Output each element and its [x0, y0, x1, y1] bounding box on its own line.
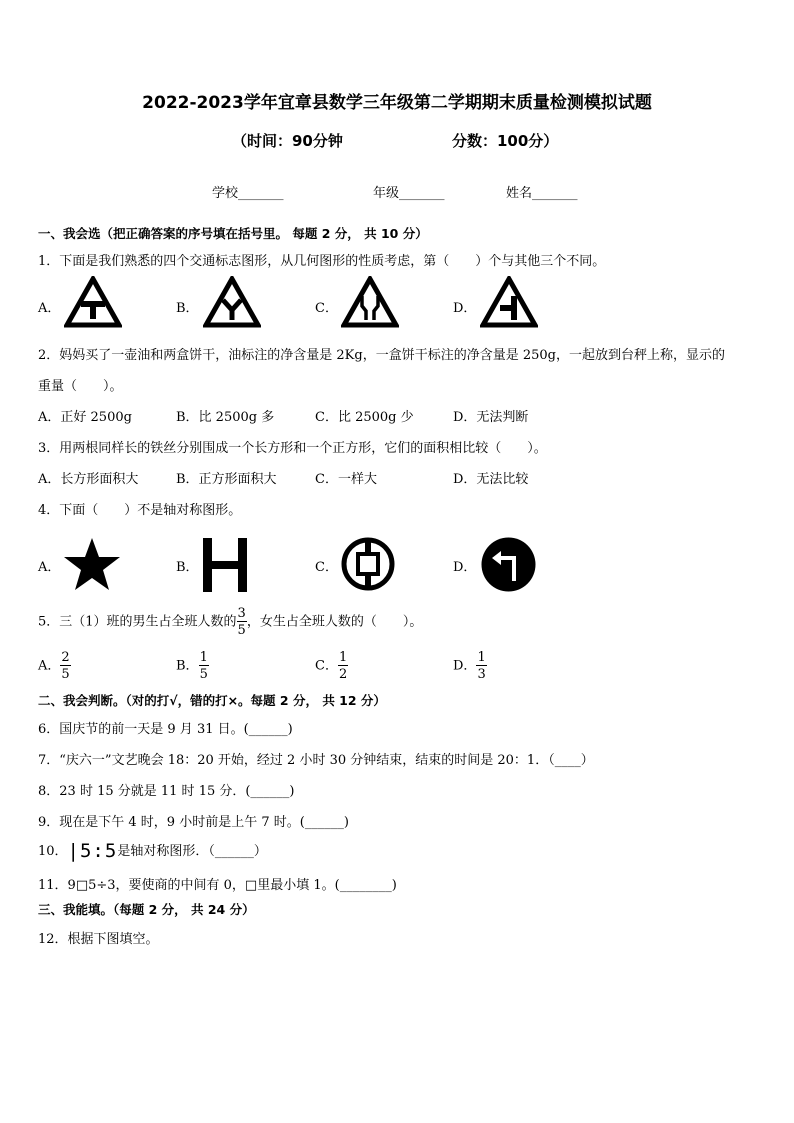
q5-fraction-num: 3	[237, 606, 246, 621]
exam-score: 分数：100分）	[452, 132, 559, 150]
section2-heading: 二、我会判断。（对的打√，错的打×。每题 2 分， 共 12 分）	[38, 693, 386, 708]
q4-option-b-label: B．	[176, 560, 199, 575]
t-junction-sign-icon	[64, 276, 122, 328]
q5-fraction-den: 5	[237, 623, 246, 638]
road-narrows-sign-icon	[341, 276, 399, 328]
bank-logo-icon	[340, 536, 396, 592]
q5-text-after: ，女生占全班人数的（ ）。	[246, 614, 423, 630]
q4-option-c-label: C．	[315, 560, 338, 575]
q10-prefix: 10．	[38, 844, 68, 859]
q5-option-c-den: 2	[338, 667, 348, 682]
question-10	[38, 840, 267, 862]
section1-heading: 一、我会选（把正确答案的序号填在括号里。 每题 2 分， 共 10 分）	[38, 226, 428, 241]
q2-option-c[interactable]: C．比 2500g 少	[315, 410, 414, 425]
q5-option-b-fraction	[199, 651, 209, 681]
q5-option-b[interactable]	[176, 651, 209, 681]
name-blank[interactable]: _______	[532, 186, 578, 201]
side-road-sign-icon	[480, 276, 538, 328]
question-9: 9．现在是下午 4 时，9 小时前是上午 7 时。(______)	[38, 815, 349, 830]
name-label: 姓名	[506, 186, 533, 201]
q4-option-d-label: D．	[453, 560, 477, 575]
grade-blank[interactable]: _______	[399, 186, 445, 201]
q5-option-b-label: B．	[176, 658, 199, 674]
q4-option-a-label: A．	[38, 560, 61, 575]
q5-option-a-fraction	[60, 651, 70, 681]
question-2-line-1: 2．妈妈买了一壶油和两盒饼干，油标注的净含量是 2Kg，一盒饼干标注的净含量是 250g，一起放到台秤上称，显示的	[38, 348, 725, 363]
q5-option-b-num: 1	[199, 650, 208, 665]
q5-option-c[interactable]	[315, 651, 348, 681]
q5-option-d[interactable]	[453, 651, 487, 681]
question-1: 1．下面是我们熟悉的四个交通标志图形，从几何图形的性质考虑，第（ ）个与其他三个不同。	[38, 254, 606, 269]
q5-option-d-fraction	[476, 651, 486, 681]
name-field	[506, 182, 578, 201]
question-11: 11．9□5÷3，要使商的中间有 0，□里最小填 1。(________)	[38, 878, 397, 893]
q5-option-a-num: 2	[61, 650, 70, 665]
page-title: 2022-2023学年宜章县数学三年级第二学期期末质量检测模拟试题	[142, 93, 652, 113]
q5-fraction	[237, 607, 247, 637]
q2-option-d[interactable]: D．无法判断	[453, 410, 529, 425]
question-8: 8．23 时 15 分就是 11 时 15 分．(______)	[38, 784, 295, 799]
school-field	[212, 182, 284, 201]
q1-option-a-label: A．	[38, 301, 61, 316]
question-12: 12．根据下图填空。	[38, 932, 159, 947]
q10-suffix: 是轴对称图形．（______）	[117, 844, 267, 859]
school-blank[interactable]: _______	[238, 186, 284, 201]
question-6: 6．国庆节的前一天是 9 月 31 日。(______)	[38, 722, 293, 737]
turn-left-arrow-icon	[480, 536, 537, 593]
school-label: 学校	[212, 186, 239, 201]
q1-option-b-label: B．	[176, 301, 199, 316]
y-junction-sign-icon	[203, 276, 261, 328]
question-3: 3．用两根同样长的铁丝分别围成一个长方形和一个正方形，它们的面积相比较（ ）。	[38, 441, 547, 456]
q5-option-a-label: A．	[38, 658, 61, 674]
q5-option-c-num: 1	[338, 650, 348, 665]
q2-option-a[interactable]: A．正好 2500g	[38, 410, 132, 425]
q5-option-d-den: 3	[477, 667, 486, 682]
question-7: 7．“庆六一”文艺晚会 18：20 开始，经过 2 小时 30 分钟结束，结束的时间是 20：1．（____）	[38, 753, 594, 768]
question-2-line-2: 重量（ ）。	[38, 379, 123, 394]
q5-option-c-label: C．	[315, 658, 338, 674]
grade-field	[373, 182, 445, 201]
q5-option-a[interactable]	[38, 651, 71, 681]
q3-option-b[interactable]: B．正方形面积大	[176, 472, 277, 487]
q1-option-c-label: C．	[315, 301, 338, 316]
question-5	[38, 607, 422, 637]
section3-heading: 三、我能填。（每题 2 分， 共 24 分）	[38, 902, 255, 917]
q10-digital-display: |5:5	[67, 840, 118, 862]
star-icon	[62, 536, 122, 592]
q5-option-d-num: 1	[477, 650, 486, 665]
q2-option-b[interactable]: B．比 2500g 多	[176, 410, 275, 425]
q5-option-d-label: D．	[453, 658, 477, 674]
exam-time: （时间：90分钟	[232, 132, 343, 150]
q5-option-c-fraction	[338, 651, 348, 681]
q5-text-before: 5．三（1）班的男生占全班人数的	[38, 614, 237, 630]
grade-label: 年级	[373, 186, 400, 201]
question-4: 4．下面（ ）不是轴对称图形。	[38, 503, 242, 518]
q1-option-d-label: D．	[453, 301, 477, 316]
letter-h-icon	[203, 538, 247, 592]
q3-option-d[interactable]: D．无法比较	[453, 472, 529, 487]
q3-option-c[interactable]: C．一样大	[315, 472, 377, 487]
q3-option-a[interactable]: A．长方形面积大	[38, 472, 139, 487]
q5-option-a-den: 5	[61, 667, 70, 682]
q5-option-b-den: 5	[199, 667, 208, 682]
